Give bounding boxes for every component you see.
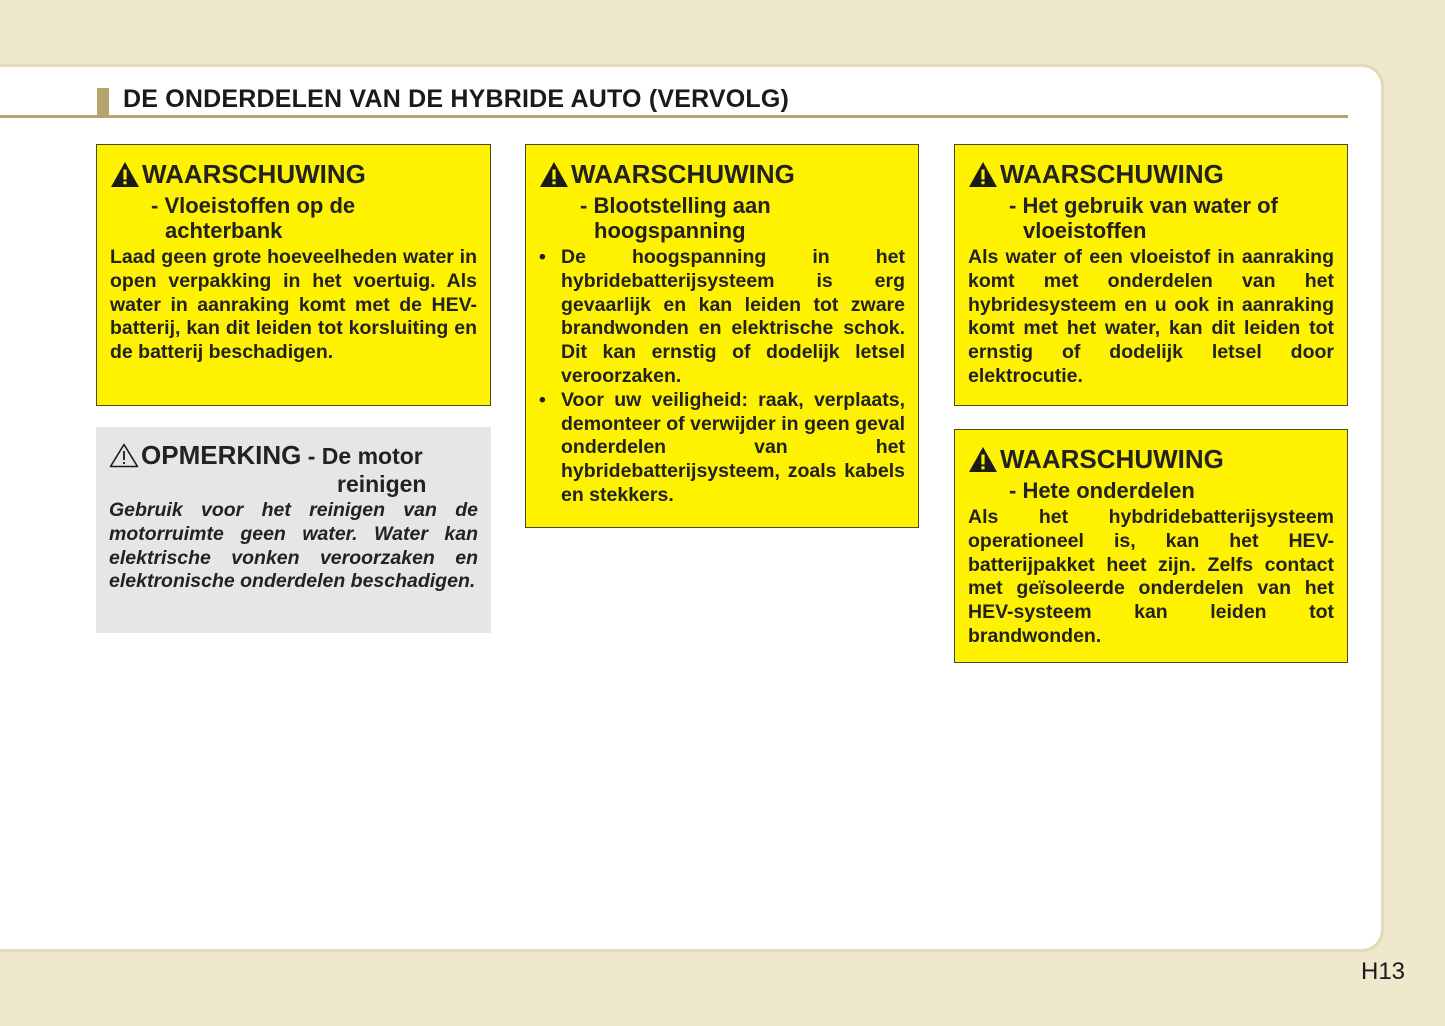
- warning-title: WAARSCHUWING: [571, 159, 795, 189]
- warning-box-hot-parts: [954, 429, 1348, 663]
- warning-triangle-icon: [110, 159, 142, 193]
- subtitle-line-1: - Vloeistoffen op de: [151, 193, 356, 218]
- subtitle-line-1: - Blootstelling aan: [580, 193, 771, 218]
- bullet-text: De hoogspanning in het hybridebatterijsysteem is erg gevaarlijk en kan leiden tot zware brandwonden en elektrische schok. Dit kan ernstig of dodelijk letsel veroorzaken.: [561, 246, 905, 387]
- warning-triangle-icon: [968, 444, 1000, 478]
- warning-body: Laad geen grote hoeveelheden water in open verpakking in het voertuig. Als water in aanraking komt met de HEV-batterij, kan dit leiden tot korsluiting en de batterij beschadigen.: [110, 246, 477, 364]
- warning-body: [539, 246, 905, 508]
- subtitle-line-1: - Hete onderdelen: [1009, 478, 1195, 503]
- note-title: [141, 440, 423, 471]
- note-subtitle-line-2: reinigen: [337, 471, 427, 497]
- bullet-item: [539, 246, 905, 389]
- warning-subtitle: [1009, 478, 1334, 503]
- subtitle-line-1: - Het gebruik van water of: [1009, 193, 1278, 218]
- warning-triangle-icon: [968, 159, 1000, 193]
- bullet-marker: •: [539, 246, 546, 268]
- subtitle-line-2: hoogspanning: [594, 218, 746, 243]
- warning-box-high-voltage: [525, 144, 919, 528]
- page-number: H13: [1361, 958, 1406, 985]
- note-box-engine-cleaning: [96, 427, 491, 633]
- warning-title: WAARSCHUWING: [1000, 159, 1224, 189]
- subtitle-line-2: vloeistoffen: [1023, 218, 1147, 243]
- section-header: [0, 82, 1348, 118]
- note-body: Gebruik voor het reinigen van de motorruimte geen water. Water kan elektrische vonken veroorzaken en elektronische onderdelen beschadigen.: [109, 499, 478, 593]
- warning-body: Als het hybdridebatterijsysteem operationeel is, kan het HEV-batterijpakket heet zijn. Zelfs contact met geïsoleerde onderdelen van het HEV-systeem kan leiden tot brandwonden.: [968, 506, 1334, 647]
- header-rule: [0, 115, 1348, 118]
- warning-subtitle: [580, 193, 905, 243]
- warning-subtitle: [1009, 193, 1334, 243]
- warning-box-fluids-rear: [96, 144, 491, 406]
- warning-subtitle: [151, 193, 477, 243]
- warning-title: WAARSCHUWING: [142, 159, 366, 189]
- bullet-text: Voor uw veiligheid: raak, verplaats, demonteer of verwijder in geen geval onderdelen van het hybridebatterijsysteem, zoals kabels en stekkers.: [561, 388, 905, 506]
- header-marker: [97, 88, 109, 115]
- warning-box-water-use: [954, 144, 1348, 406]
- bullet-item: [539, 389, 905, 508]
- note-title-suffix: - De motor: [301, 443, 423, 469]
- warning-triangle-icon: [539, 159, 571, 193]
- subtitle-line-2: achterbank: [165, 218, 283, 243]
- page-title: DE ONDERDELEN VAN DE HYBRIDE AUTO (VERVOLG): [123, 85, 790, 113]
- warning-body: Als water of een vloeistof in aanraking komt met onderdelen van het hybridesysteem en u ook in aanraking komt met het water, kan dit leiden tot ernstig of dodelijk letsel door elektrocutie.: [968, 246, 1334, 387]
- bullet-marker: •: [539, 388, 546, 411]
- warning-title: WAARSCHUWING: [1000, 444, 1224, 474]
- caution-outline-icon: [109, 440, 141, 473]
- note-title-main: OPMERKING: [141, 440, 302, 470]
